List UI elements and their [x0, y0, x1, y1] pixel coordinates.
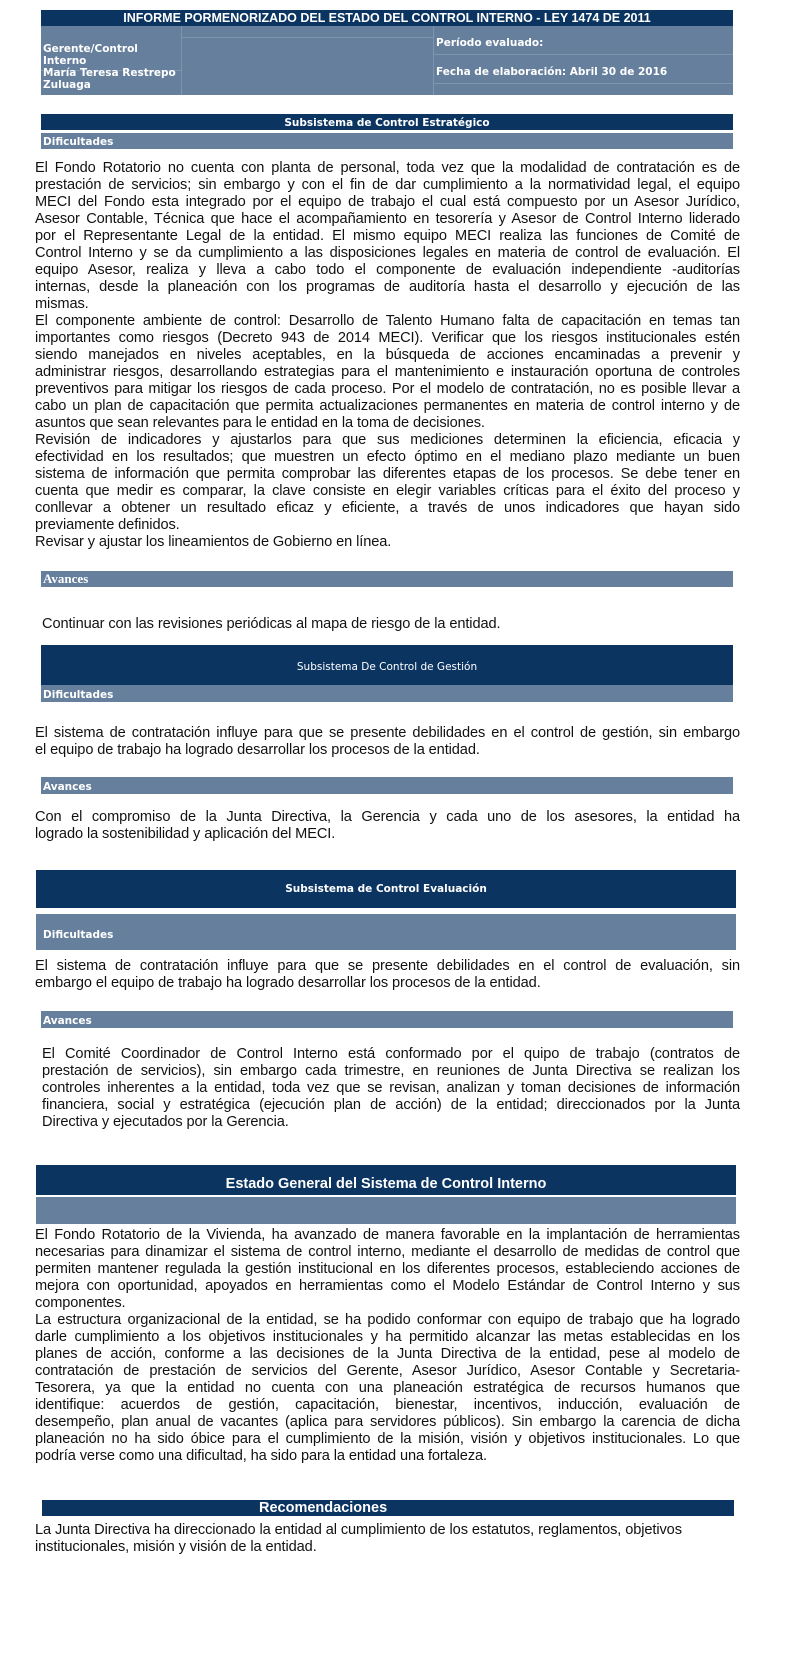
estado-general-text — [35, 1227, 740, 1465]
text-line: previamente definidos. — [35, 517, 180, 533]
text-line: controles inherentes a la entidad, toda vez que se revisan, analizan y toman decisiones de información — [42, 1080, 740, 1096]
section-title: Recomendaciones — [259, 1500, 388, 1516]
text-line: cabo un plan de capacitación que permita actualizaciones permanentes en materia de control interno y de — [35, 398, 740, 414]
text-line: El componente ambiente de control: Desarrollo de Talento Humano falta de capacitación en temas tan — [35, 313, 740, 329]
text-line: conllevar a obtener un resultado eficaz y eficiente, a través de unos indicadores que hayan sido — [35, 500, 740, 516]
text-line: El sistema de contratación influye para que se presente debilidades en el control de gestión, sin embargo — [35, 725, 740, 741]
text-line: Con el compromiso de la Junta Directiva, la Gerencia y cada uno de los asesores, la entidad ha — [35, 809, 740, 825]
role-line-1: Gerente/Control — [43, 43, 138, 55]
section-header-estrategico — [41, 114, 733, 130]
dificultades-bar-estrategico — [41, 133, 733, 149]
text-line: planes de acción, conforme a las decisiones de la Junta Directiva de la entidad, pese al modelo de — [35, 1346, 740, 1362]
estado-general-bar — [36, 1197, 736, 1224]
text-line: preventivos para mitigar los riesgos de cada proceso. Por el modelo de contratación, no es posible llevar a — [35, 381, 740, 397]
text-line: Revisar y ajustar los lineamientos de Gobierno en línea. — [35, 534, 392, 550]
text-line: importantes como riesgos (Decreto 943 de 2014 MECI). Verificar que los riesgos institucionales estén — [35, 330, 740, 346]
text-line: efectividad en los resultados; que muestren un efecto óptimo en el mediano plazo mediante un buen — [35, 449, 740, 465]
text-line: contratación de prestación de servicios del Gerente, Asesor Jurídico, Asesor Contable y Secretaria- — [35, 1363, 740, 1379]
text-line: La estructura organizacional de la entidad, se ha podido conformar con equipo de trabajo que ha logrado — [35, 1312, 740, 1328]
text-line: administrar riesgos, desarrollando estrategias para el mantenimiento e instauración oportuna de controles — [35, 364, 740, 380]
name-line-2: Zuluaga — [43, 79, 91, 91]
avances-bar-evaluacion — [41, 1011, 733, 1028]
section-header-evaluacion — [36, 870, 736, 908]
text-line: asuntos que sean relevantes para le entidad en la toma de decisiones. — [35, 415, 485, 431]
text-line: desempeño, plan anual de vacantes (aplica para servidores públicos). Sin embargo la carencia de dicha — [35, 1414, 740, 1430]
elaboration-date: Fecha de elaboración: Abril 30 de 2016 — [436, 66, 668, 78]
avances-bar-gestion — [41, 777, 733, 794]
text-line: podría verse como una dificultad, ha sido para la entidad una fortaleza. — [35, 1448, 487, 1464]
recomendaciones-text — [35, 1522, 740, 1556]
text-line: siendo manejados en niveles aceptables, en la búsqueda de acciones encaminadas a prevenir y — [35, 347, 740, 363]
text-line: El Comité Coordinador de Control Interno está conformado por el quipo de trabajo (contratos de — [42, 1046, 740, 1062]
text-line: mejora con oportunidad, apoyados en herramientas como el Modelo Estándar de Control Interno y sus — [35, 1278, 740, 1294]
text-line: cuenta que medir es comparar, la clave consiste en elegir variables críticas para el éxito del proceso y — [35, 483, 740, 499]
avances-label: Avances — [43, 1015, 92, 1027]
avances-text-estrategico: Continuar con las revisiones periódicas al mapa de riesgo de la entidad. — [42, 616, 501, 632]
text-line: El Fondo Rotatorio no cuenta con planta de personal, toda vez que la modalidad de contratación es de — [35, 160, 740, 176]
dificultades-text-gestion — [35, 725, 740, 759]
text-line: el equipo de trabajo ha logrado desarrollar los procesos de la entidad. — [35, 742, 480, 758]
text-line: embargo el equipo de trabajo ha logrado desarrollar los procesos de la entidad. — [35, 975, 541, 991]
report-title-bar — [41, 10, 733, 26]
text-line: sistema de información que permita comprobar las diferentes etapas de los procesos. Se debe tener en — [35, 466, 740, 482]
header-info-table — [41, 26, 733, 95]
text-line: Control Interno y se da cumplimiento a las disposiciones legales en materia de control de evaluación. El — [35, 245, 740, 261]
text-line: La Junta Directiva ha direccionado la entidad al cumplimiento de los estatutos, reglamentos, objetivos — [35, 1522, 682, 1538]
dificultades-text-evaluacion — [35, 958, 740, 992]
section-header-gestion — [41, 645, 733, 685]
text-line: prestación de servicios), sin embargo cada trimestre, en reuniones de Junta Directiva se realizan los — [42, 1063, 740, 1079]
section-title: Estado General del Sistema de Control Interno — [225, 1176, 547, 1192]
dificultades-text-estrategico — [35, 160, 740, 551]
text-line: internas, desde la planeación con los programas de auditoría hasta el desarrollo y ejecución de las — [35, 279, 740, 295]
avances-bar-estrategico — [41, 571, 733, 587]
dificultades-label: Dificultades — [43, 136, 114, 148]
text-line: El sistema de contratación influye para que se presente debilidades en el control de evaluación, sin — [35, 958, 740, 974]
text-line: logrado la sostenibilidad y aplicación del MECI. — [35, 826, 336, 842]
text-line: El Fondo Rotatorio de la Vivienda, ha avanzado de manera favorable en la implantación de herramientas — [35, 1227, 740, 1243]
role-line-2: Interno — [43, 55, 87, 67]
name-line-1: María Teresa Restrepo — [43, 67, 176, 79]
text-line: Asesor Contable, Técnica que hace el acompañamiento en tesorería y Asesor de Control Interno liderado — [35, 211, 740, 227]
dificultades-label: Dificultades — [43, 929, 114, 941]
text-line: planeación no ha sido óbice para el cumplimiento de la misión, visión y objetivos institucionales. Lo que — [35, 1431, 740, 1447]
role-label — [43, 43, 138, 67]
avances-label: Avances — [43, 781, 92, 793]
text-line: financiera, social y estratégica (ejecución plan de acción) de la entidad; direccionados por la Junta — [42, 1097, 740, 1113]
text-line: componentes. — [35, 1295, 126, 1311]
section-title: Subsistema de Control Estratégico — [284, 117, 490, 129]
section-header-estado-general — [36, 1165, 736, 1195]
section-header-recomendaciones — [42, 1500, 734, 1516]
dificultades-label: Dificultades — [43, 689, 114, 701]
dificultades-bar-gestion — [41, 685, 733, 702]
text-line: MECI del Fondo esta integrado por el equipo de trabajo el cual está compuesto por un Asesor Jurídico, — [35, 194, 740, 210]
text-line: permiten mantener regulada la gestión institucional en los diferentes procesos, estableciendo acciones de — [35, 1261, 740, 1277]
avances-text-gestion — [35, 809, 740, 843]
text-line: Revisión de indicadores y ajustarlos para que sus mediciones determinen la eficiencia, eficacia y — [35, 432, 740, 448]
section-title: Subsistema de Control Evaluación — [285, 883, 487, 895]
report-title: INFORME PORMENORIZADO DEL ESTADO DEL CONTROL INTERNO - LEY 1474 DE 2011 — [123, 11, 651, 25]
dificultades-bar-evaluacion — [36, 914, 736, 950]
period-evaluated: Período evaluado: — [436, 37, 544, 49]
text-line: identifique: acuerdos de gestión, capacitación, bienestar, incentivos, inducción, evaluación de — [35, 1397, 740, 1413]
avances-label: Avances — [43, 571, 89, 586]
text-line: institucionales, misión y visión de la entidad. — [35, 1539, 317, 1555]
text-line: equipo Asesor, realiza y lleva a cabo todo el componente de evaluación independiente -auditorías — [35, 262, 740, 278]
text-line: Tesorera, ya que la entidad no cuenta con una planeación estratégica de recursos humanos que — [35, 1380, 740, 1396]
text-line: prestación de servicios; sin embargo y con el fin de dar cumplimiento a la normatividad legal, el equipo — [35, 177, 740, 193]
avances-text-evaluacion — [42, 1046, 740, 1131]
text-line: por el Representante Legal de la entidad. El mismo equipo MECI realiza las funciones de Comité de — [35, 228, 740, 244]
manager-name — [43, 67, 176, 91]
text-line: mismas. — [35, 296, 89, 312]
text-line: Directiva y ejecutados por la Gerencia. — [42, 1114, 289, 1130]
section-title: Subsistema De Control de Gestión — [296, 661, 478, 673]
text-line: necesarias para dinamizar el sistema de control interno, mediante el desarrollo de medidas de control que — [35, 1244, 740, 1260]
text-line: darle cumplimiento a los objetivos institucionales y ha permitido alcanzar las metas establecidas en los — [35, 1329, 740, 1345]
